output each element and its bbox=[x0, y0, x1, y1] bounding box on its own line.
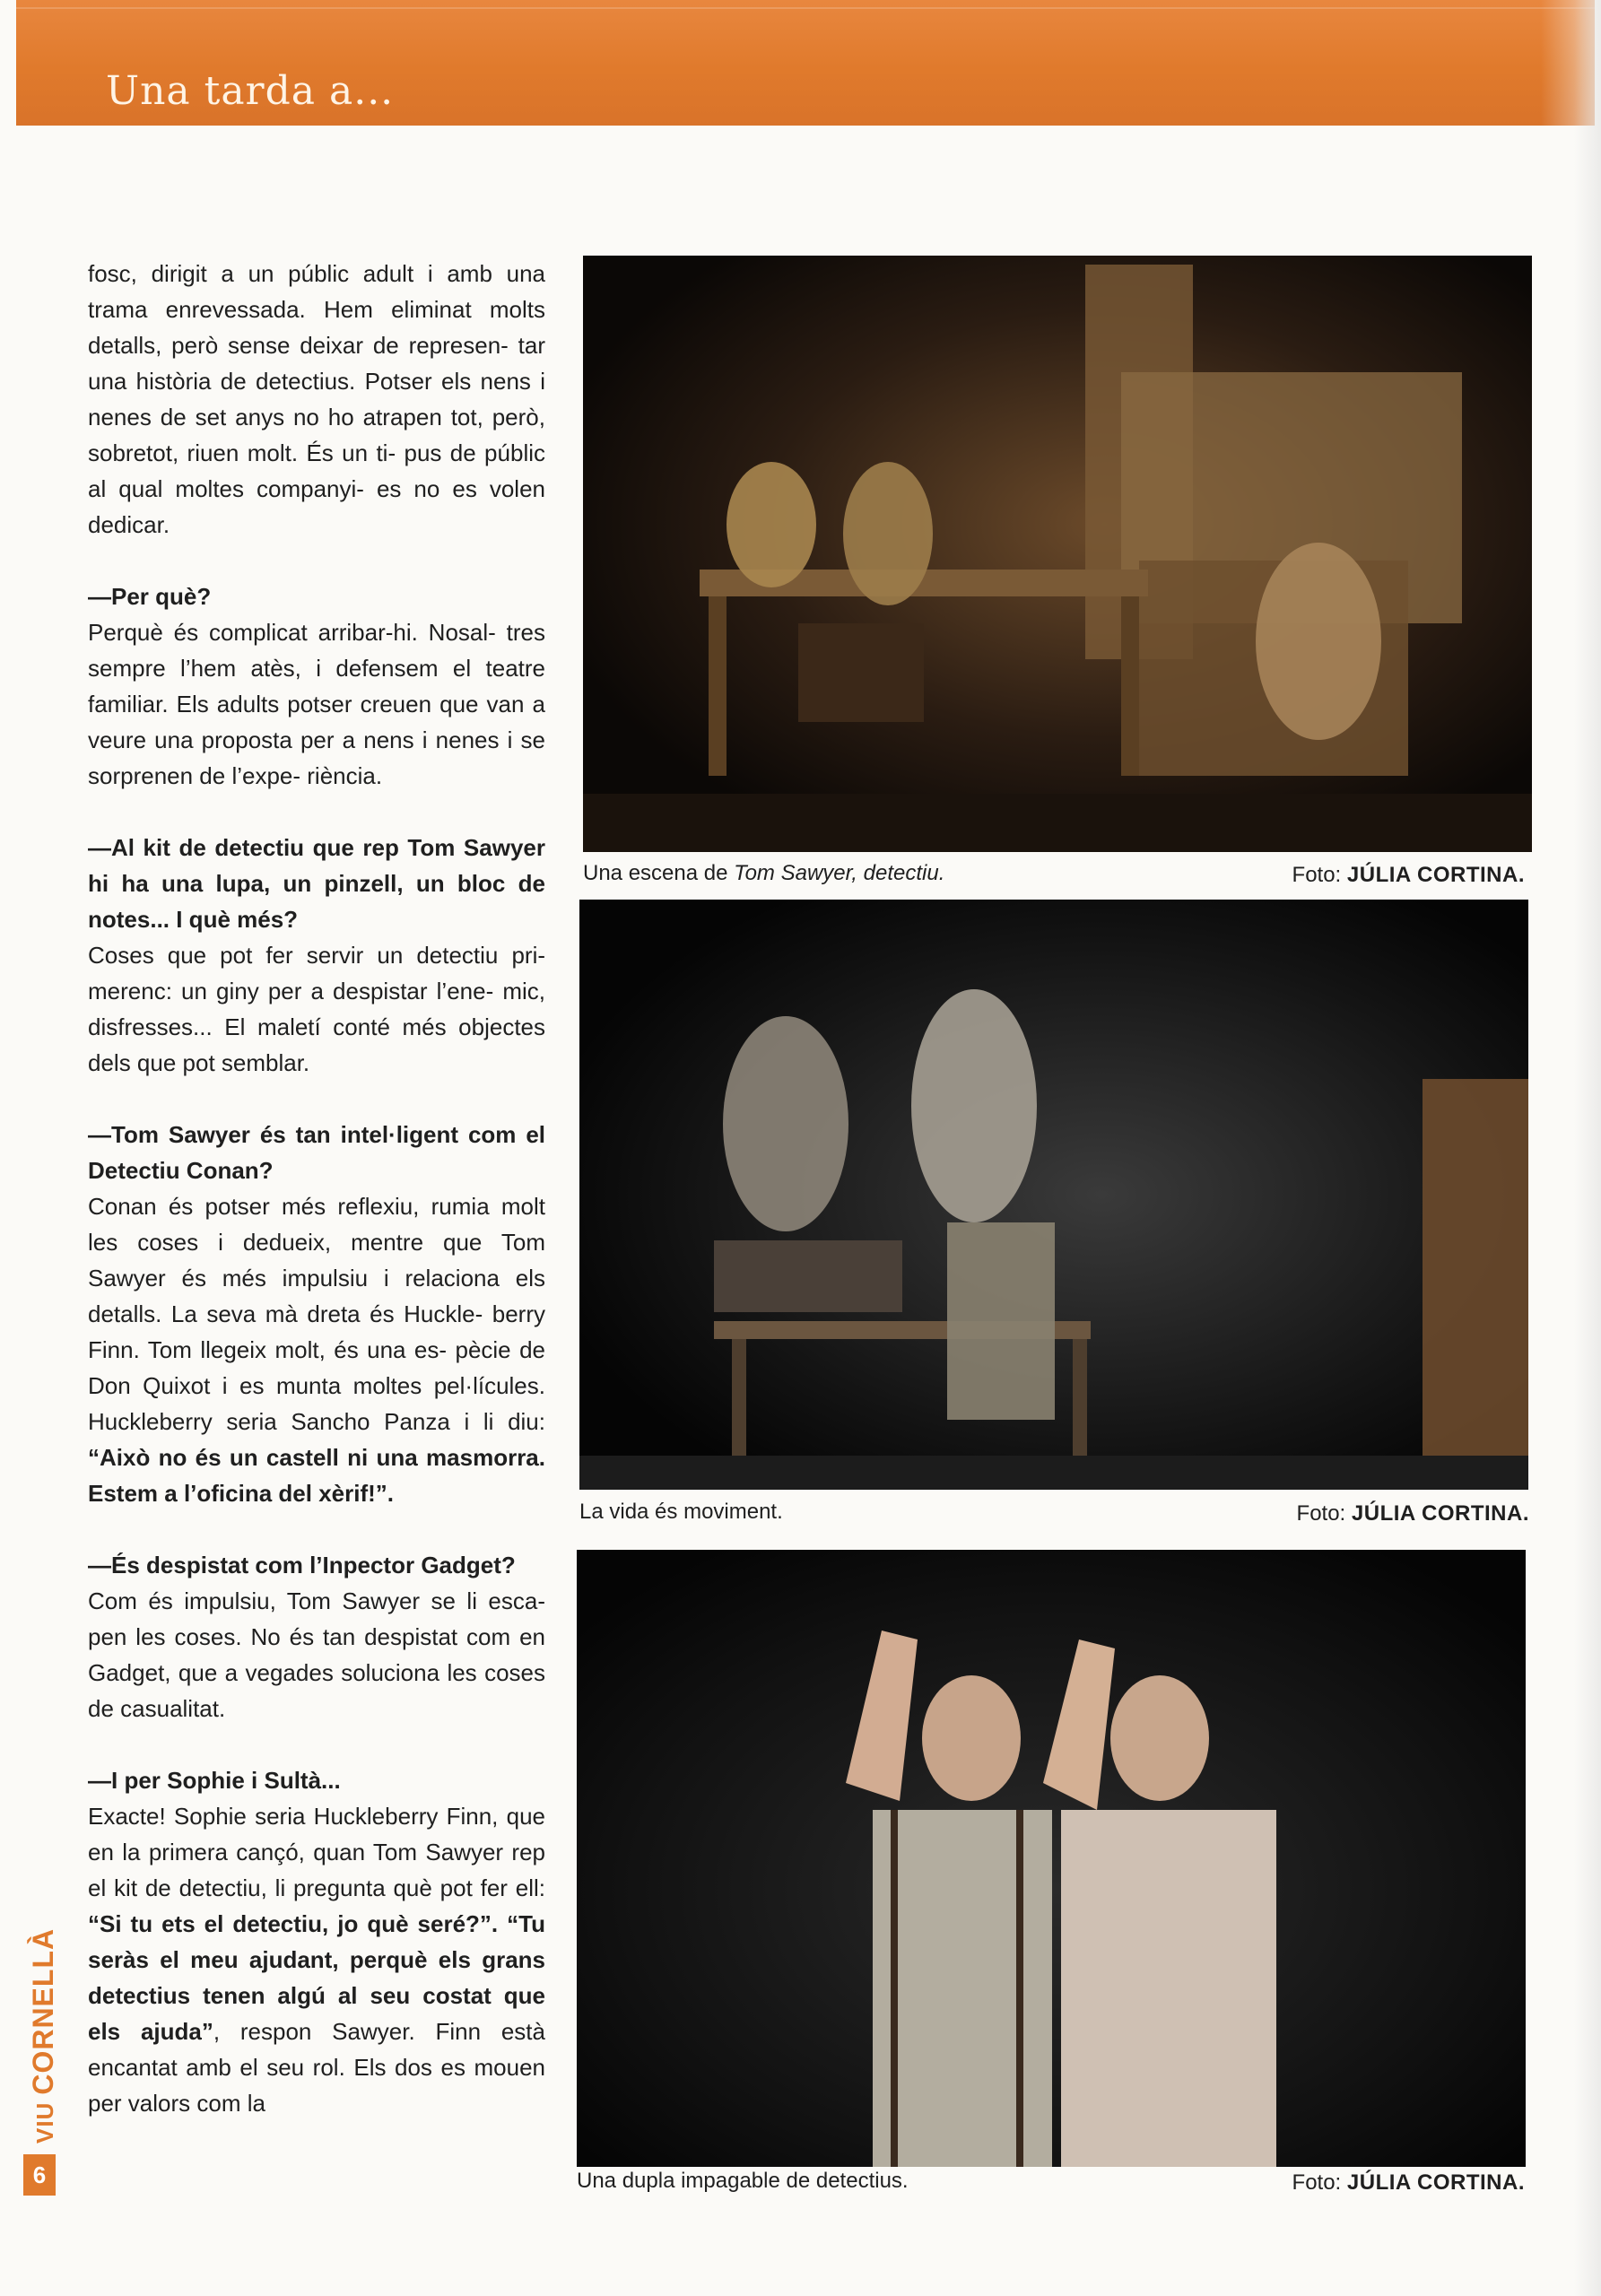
paragraph-intro bbox=[88, 256, 545, 543]
brand-name: CORNELLÀ bbox=[27, 1927, 59, 2095]
answer-text: , respon Sawyer. Finn està encantat amb el seu rol. Els dos es mouen per valors com la bbox=[88, 2018, 545, 2117]
credit-name: JÚLIA CORTINA. bbox=[1346, 2170, 1525, 2195]
photo-caption bbox=[577, 2169, 909, 2194]
answer bbox=[88, 1798, 545, 2121]
credit-label: Foto: bbox=[1292, 2170, 1347, 2195]
photo-credit bbox=[1292, 2170, 1525, 2196]
section-title: Una tarda a... bbox=[106, 68, 395, 114]
photo-credit bbox=[1292, 863, 1525, 888]
photo-credit bbox=[1297, 1501, 1529, 1526]
question: —Tom Sawyer és tan intel·ligent com el Detectiu Conan? bbox=[88, 1121, 545, 1184]
page-edge-shadow bbox=[1574, 0, 1601, 2296]
answer bbox=[88, 1188, 545, 1511]
header-rule bbox=[16, 7, 1595, 9]
photo-stage-scene-image bbox=[583, 256, 1532, 852]
answer-text: Conan és potser més reflexiu, rumia molt les coses i dedueix, mentre que Tom Sawyer és més impulsiu i relaciona els detalls. La seva mà dreta és Huckle- berry Finn. Tom llegeix molt, és una es- pècie de Don Quixot i es munta moltes pel·lícules. Huckleberry seria Sancho Panza i li diu: bbox=[88, 1193, 545, 1435]
credit-label: Foto: bbox=[1292, 863, 1347, 887]
qa-block bbox=[88, 830, 545, 1081]
photo-movement-scene-image bbox=[579, 900, 1528, 1490]
photo-caption bbox=[583, 861, 944, 886]
paragraph-text: fosc, dirigit a un públic adult i amb una trama enrevessada. Hem eliminat molts detalls, però sense deixar de represen- tar una història de detectius. Potser els nens i nenes de set anys no ho atrapen tot, però, sobretot, riuen molt. És un ti- pus de públic al qual moltes companyi- es no es volen dedicar. bbox=[88, 260, 545, 538]
photo-movement-scene bbox=[579, 900, 1528, 1490]
brand-prefix: VIU bbox=[31, 2101, 58, 2144]
photo-stage-scene bbox=[583, 256, 1532, 852]
page-number: 6 bbox=[23, 2154, 56, 2196]
caption-text: Una escena de bbox=[583, 861, 735, 885]
answer-text: Exacte! Sophie seria Huckleberry Finn, que en la primera cançó, quan Tom Sawyer rep el kit de detectiu, li pregunta què pot fer ell: bbox=[88, 1803, 545, 1901]
caption-text: Una dupla impagable de detectius. bbox=[577, 2169, 909, 2193]
answer-quote: “Això no és un castell ni una masmorra. Estem a l’oficina del xèrif!”. bbox=[88, 1444, 545, 1507]
magazine-brand bbox=[27, 1928, 60, 2144]
answer: Coses que pot fer servir un detectiu pri- merenc: un giny per a despistar l’ene- mic, disfresses... El maletí conté més objectes dels que pot semblar. bbox=[88, 942, 545, 1076]
credit-label: Foto: bbox=[1296, 1501, 1352, 1526]
answer: Com és impulsiu, Tom Sawyer se li esca- pen les coses. No és tan despistat com en Gadget, que a vegades soluciona les coses de casualitat. bbox=[88, 1587, 545, 1722]
question: —I per Sophie i Sultà... bbox=[88, 1767, 341, 1794]
qa-block bbox=[88, 578, 545, 794]
credit-name: JÚLIA CORTINA. bbox=[1346, 863, 1525, 887]
credit-name: JÚLIA CORTINA. bbox=[1351, 1501, 1529, 1526]
qa-block bbox=[88, 1547, 545, 1726]
caption-italic: Tom Sawyer, detectiu. bbox=[734, 861, 945, 885]
photo-duo-salute bbox=[577, 1550, 1526, 2167]
caption-text: La vida és moviment. bbox=[579, 1500, 783, 1524]
photo-duo-salute-image bbox=[577, 1550, 1526, 2167]
qa-block bbox=[88, 1762, 545, 2121]
question: —Per què? bbox=[88, 583, 212, 610]
question: —És despistat com l’Inpector Gadget? bbox=[88, 1552, 516, 1578]
photo-caption bbox=[579, 1500, 783, 1525]
article-column bbox=[88, 256, 545, 2157]
answer-quote: “Si tu ets el detectiu, jo què seré?”. “Tu seràs el meu ajudant, perquè els grans detectius tenen algú al seu costat que els ajuda” bbox=[88, 1910, 545, 2045]
question: —Al kit de detectiu que rep Tom Sawyer hi ha una lupa, un pinzell, un bloc de notes... I què més? bbox=[88, 834, 545, 933]
answer: Perquè és complicat arribar-hi. Nosal- tres sempre l’hem atès, i defensem el teatre familiar. Els adults potser creuen que van a veure una proposta per a nens i nenes i se sorprenen de l’expe- riència. bbox=[88, 619, 545, 789]
section-header-band bbox=[16, 0, 1595, 126]
qa-block bbox=[88, 1117, 545, 1511]
